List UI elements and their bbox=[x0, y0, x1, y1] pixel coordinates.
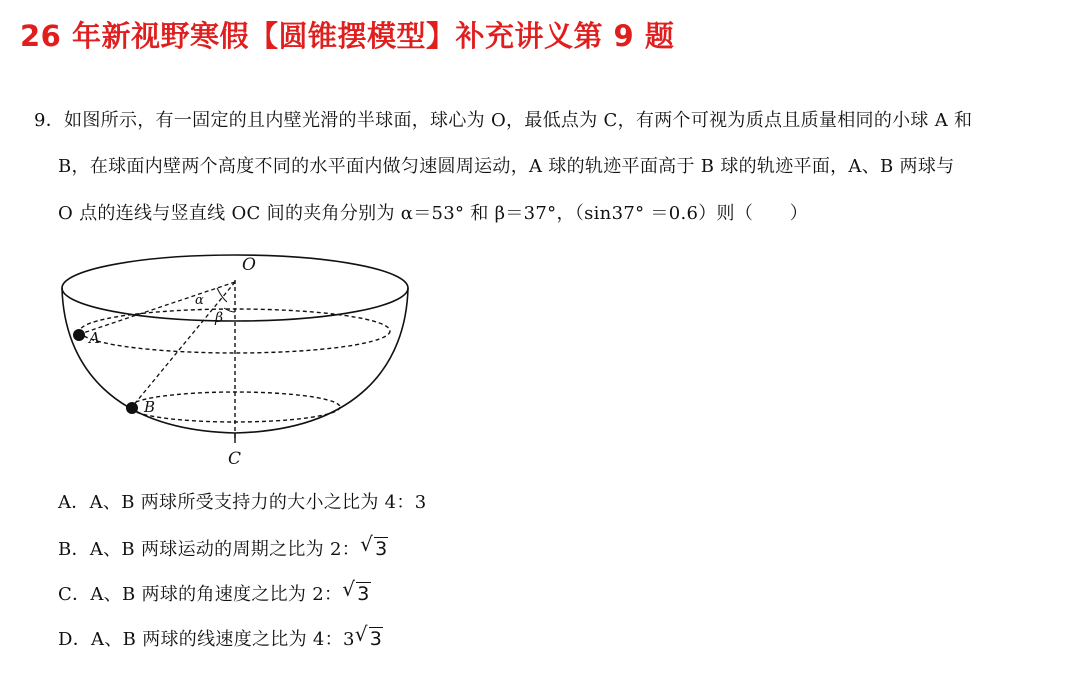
sqrt-symbol: √ 3 bbox=[342, 577, 370, 605]
question-line-3: O 点的连线与竖直线 OC 间的夹角分别为 α＝53° 和 β＝37°，（sin37° ＝0.6）则（ ） bbox=[58, 203, 809, 224]
question-line-2: B，在球面内壁两个高度不同的水平面内做匀速圆周运动，A 球的轨迹平面高于 B 球的轨迹平面，A、B 两球与 bbox=[58, 156, 955, 177]
page-title: 26 年新视野寒假【圆锥摆模型】补充讲义第 9 题 bbox=[20, 19, 675, 53]
option-b[interactable] bbox=[58, 532, 388, 561]
label-beta: β bbox=[215, 310, 224, 326]
option-c[interactable] bbox=[58, 577, 371, 606]
ball-b bbox=[126, 402, 138, 414]
label-a: A bbox=[89, 329, 100, 347]
option-c-text: A、B 两球的角速度之比为 2： bbox=[90, 584, 343, 605]
alpha-arc bbox=[217, 288, 227, 302]
line-ob bbox=[132, 282, 235, 407]
sqrt-symbol: √ 3 bbox=[354, 622, 383, 650]
option-b-radicand: 3 bbox=[375, 538, 388, 560]
option-a-letter: A． bbox=[58, 492, 90, 513]
option-d-text: A、B 两球的线速度之比为 4：3 bbox=[91, 629, 355, 650]
option-c-radicand: 3 bbox=[357, 583, 370, 605]
option-d[interactable] bbox=[58, 622, 383, 651]
label-c: C bbox=[228, 449, 242, 469]
label-alpha: α bbox=[195, 293, 204, 308]
question-line-1: 9．如图所示，有一固定的且内壁光滑的半球面，球心为 O，最低点为 C，有两个可视为质点且质量相同的小球 A 和 bbox=[34, 110, 973, 131]
label-b: B bbox=[144, 398, 156, 416]
option-a[interactable] bbox=[58, 488, 426, 514]
line-oa bbox=[80, 282, 235, 334]
option-b-letter: B． bbox=[58, 539, 90, 560]
option-d-radicand: 3 bbox=[369, 628, 383, 650]
option-c-letter: C． bbox=[58, 584, 91, 605]
ball-a bbox=[73, 329, 85, 341]
hemisphere-diagram bbox=[52, 250, 432, 479]
option-d-letter: D． bbox=[58, 629, 92, 650]
sqrt-symbol: √ 3 bbox=[360, 532, 388, 560]
option-a-text: A、B 两球所受支持力的大小之比为 4：3 bbox=[89, 492, 427, 513]
option-b-text: A、B 两球运动的周期之比为 2： bbox=[89, 539, 361, 560]
label-o: O bbox=[242, 255, 256, 275]
